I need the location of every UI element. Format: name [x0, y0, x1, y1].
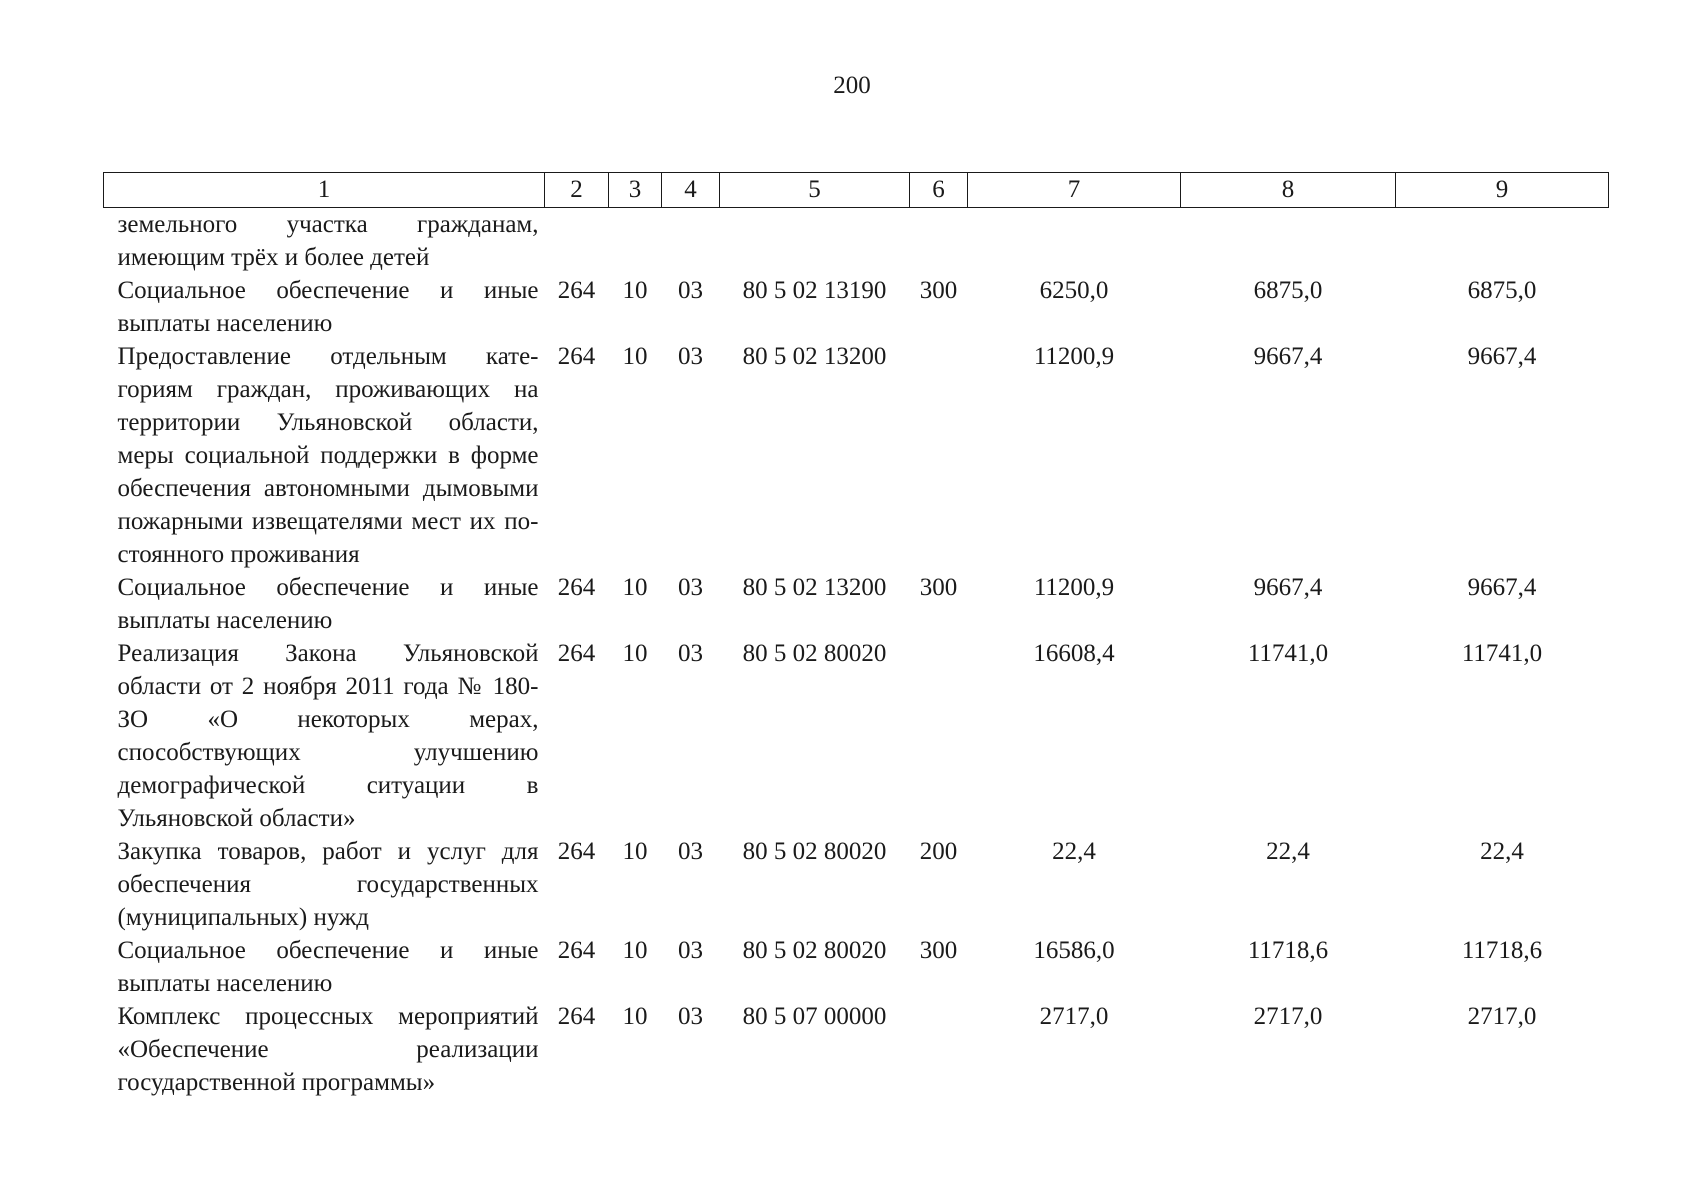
cell-col-7: 22,4 — [1052, 838, 1096, 865]
cell-col-3: 10 — [622, 937, 648, 964]
cell-col-3: 10 — [622, 343, 648, 370]
cell-col-7: 11200,9 — [1033, 574, 1115, 601]
cell-col-4: 03 — [678, 1003, 703, 1030]
cell-col-8: 11741,0 — [1247, 640, 1329, 667]
row-name: Закупка товаров, работ и услуг для обеспечения государственных (муниципальных) нужд — [117, 838, 539, 931]
cell-col-9: 6875,0 — [1467, 277, 1537, 304]
table-row — [104, 835, 1609, 934]
cell-col-7: 2717,0 — [1039, 1003, 1109, 1030]
cell-col-5: 80 5 02 13190 — [742, 277, 887, 304]
cell-col-6: 200 — [919, 838, 958, 865]
table-body — [104, 208, 1609, 1100]
cell-col-5: 80 5 02 13200 — [742, 343, 887, 370]
cell-col-7: 11200,9 — [1033, 343, 1115, 370]
row-name: Предоставление отдельным категориям граждан, проживающих на территории Ульяновской области, меры социальной поддержки в форме обеспечения автономными дымовыми пожарными извещателями мест их постоянного проживания — [117, 343, 539, 568]
cell-col-7: 16586,0 — [1033, 937, 1115, 964]
cell-col-6 — [910, 1000, 968, 1099]
cell-col-2: 264 — [557, 277, 596, 304]
table-row — [104, 1000, 1609, 1099]
cell-col-2 — [545, 208, 609, 275]
row-name: Социальное обеспечение и иные выплаты населению — [117, 574, 539, 634]
row-name: Социальное обеспечение и иные выплаты населению — [117, 277, 539, 337]
cell-col-6: 300 — [919, 937, 958, 964]
header-col-4: 4 — [662, 173, 720, 208]
cell-col-9: 22,4 — [1480, 838, 1524, 865]
cell-col-4: 03 — [678, 574, 703, 601]
header-row — [104, 173, 1609, 208]
cell-col-2: 264 — [557, 640, 596, 667]
cell-col-5: 80 5 07 00000 — [742, 1003, 887, 1030]
header-col-9: 9 — [1396, 173, 1609, 208]
cell-col-2: 264 — [557, 1003, 596, 1030]
header-col-6: 6 — [910, 173, 968, 208]
cell-col-5: 80 5 02 80020 — [742, 640, 887, 667]
header-col-1: 1 — [104, 173, 545, 208]
row-name: Комплекс процессных мероприятий «Обеспечение реализации государственной программы» — [117, 1003, 539, 1096]
cell-col-9: 11718,6 — [1461, 937, 1543, 964]
cell-col-8: 2717,0 — [1253, 1003, 1323, 1030]
cell-col-8: 6875,0 — [1253, 277, 1323, 304]
cell-col-7 — [968, 208, 1181, 275]
budget-table — [103, 172, 1609, 1099]
cell-col-5: 80 5 02 80020 — [742, 937, 887, 964]
table-row — [104, 637, 1609, 835]
cell-col-3 — [609, 208, 662, 275]
cell-col-6: 300 — [919, 574, 958, 601]
page-number: 200 — [833, 72, 871, 99]
cell-col-8: 11718,6 — [1247, 937, 1329, 964]
cell-col-6 — [910, 637, 968, 835]
cell-col-9: 2717,0 — [1467, 1003, 1537, 1030]
cell-col-4: 03 — [678, 640, 703, 667]
cell-col-3: 10 — [622, 838, 648, 865]
row-name: Реализация Закона Ульяновской области от 2 ноября 2011 года № 180-ЗО «О некоторых мерах, способствующих улучшению демографической ситуации в Ульяновской области» — [117, 640, 539, 832]
cell-col-5: 80 5 02 13200 — [742, 574, 887, 601]
table-row — [104, 934, 1609, 1000]
cell-col-6 — [910, 340, 968, 571]
table-row — [104, 571, 1609, 637]
row-name: земельного участка гражданам, имеющим трёх и более детей — [117, 211, 539, 271]
cell-col-5 — [720, 208, 910, 275]
header-col-3: 3 — [609, 173, 662, 208]
cell-col-9: 9667,4 — [1467, 574, 1537, 601]
cell-col-3: 10 — [622, 1003, 648, 1030]
cell-col-2: 264 — [557, 937, 596, 964]
table-header — [104, 173, 1609, 208]
table-row — [104, 340, 1609, 571]
cell-col-4: 03 — [678, 343, 703, 370]
cell-col-4: 03 — [678, 838, 703, 865]
cell-col-2: 264 — [557, 574, 596, 601]
cell-col-3: 10 — [622, 574, 648, 601]
cell-col-3: 10 — [622, 640, 648, 667]
row-name: Социальное обеспечение и иные выплаты населению — [117, 937, 539, 997]
cell-col-9 — [1396, 208, 1609, 275]
cell-col-4 — [662, 208, 720, 275]
table-row — [104, 208, 1609, 275]
cell-col-6: 300 — [919, 277, 958, 304]
cell-col-6 — [910, 208, 968, 275]
cell-col-3: 10 — [622, 277, 648, 304]
header-col-2: 2 — [545, 173, 609, 208]
cell-col-8: 9667,4 — [1253, 343, 1323, 370]
cell-col-7: 6250,0 — [1039, 277, 1109, 304]
cell-col-9: 11741,0 — [1461, 640, 1543, 667]
cell-col-8: 22,4 — [1266, 838, 1310, 865]
cell-col-2: 264 — [557, 343, 596, 370]
header-col-7: 7 — [968, 173, 1181, 208]
header-col-8: 8 — [1181, 173, 1396, 208]
table-row — [104, 274, 1609, 340]
header-col-5: 5 — [720, 173, 910, 208]
cell-col-8 — [1181, 208, 1396, 275]
cell-col-4: 03 — [678, 937, 703, 964]
cell-col-7: 16608,4 — [1033, 640, 1115, 667]
cell-col-5: 80 5 02 80020 — [742, 838, 887, 865]
cell-col-8: 9667,4 — [1253, 574, 1323, 601]
cell-col-4: 03 — [678, 277, 703, 304]
cell-col-2: 264 — [557, 838, 596, 865]
cell-col-9: 9667,4 — [1467, 343, 1537, 370]
